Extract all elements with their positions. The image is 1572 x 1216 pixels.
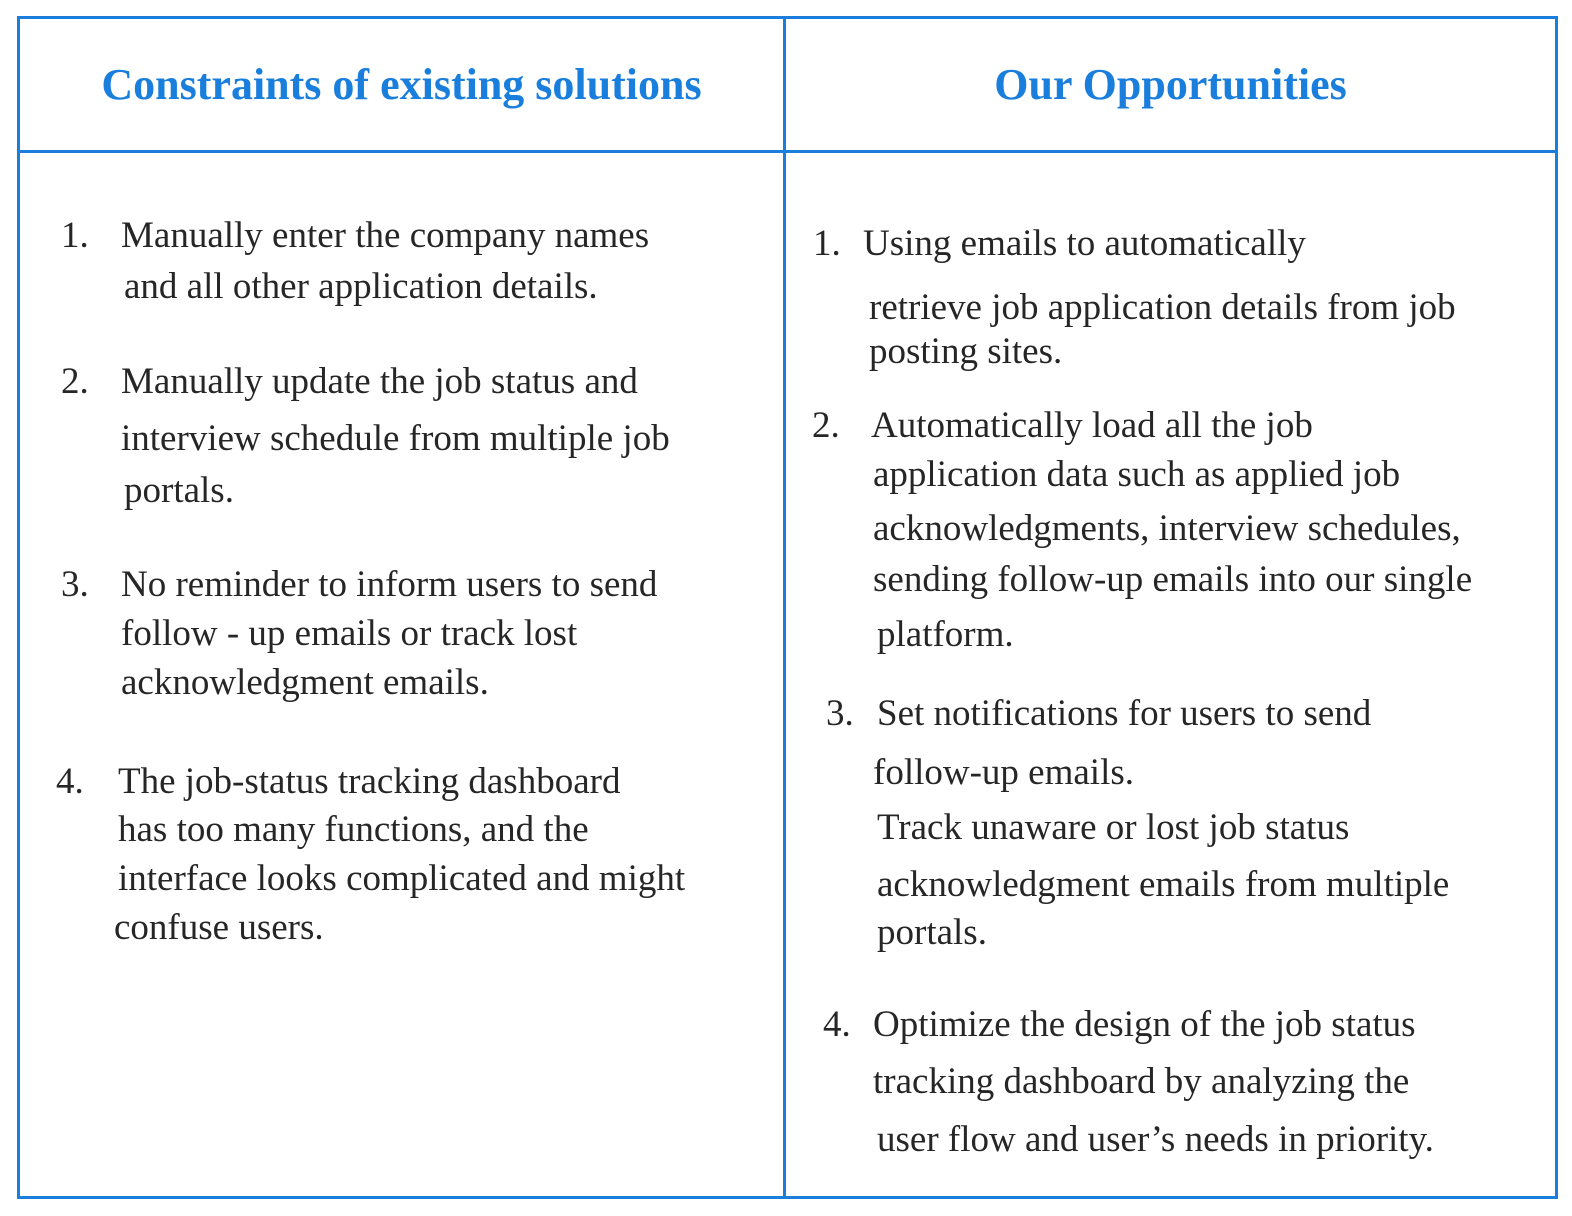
opportunity-line: posting sites. <box>869 331 1063 372</box>
opportunity-line: Track unaware or lost job status <box>877 807 1350 848</box>
constraint-line: Manually enter the company names <box>121 215 650 256</box>
constraint-number: 1. <box>61 215 89 256</box>
opportunity-line: retrieve job application details from job <box>869 287 1456 328</box>
constraint-number: 4. <box>56 761 84 802</box>
opportunity-line: acknowledgments, interview schedules, <box>873 508 1461 549</box>
opportunity-line: application data such as applied job <box>873 454 1401 495</box>
opportunities-header: Our Opportunities <box>994 60 1347 109</box>
opportunity-line: user flow and user’s needs in priority. <box>877 1119 1434 1160</box>
comparison-table <box>17 16 1558 1199</box>
constraint-line: interface looks complicated and might <box>118 858 686 899</box>
constraint-line: No reminder to inform users to send <box>121 564 658 605</box>
constraint-number: 3. <box>61 564 89 605</box>
opportunity-line: acknowledgment emails from multiple <box>877 864 1450 905</box>
column-divider <box>783 19 786 1196</box>
constraints-header: Constraints of existing solutions <box>101 60 702 109</box>
constraint-line: acknowledgment emails. <box>121 662 489 703</box>
constraint-line: and all other application details. <box>124 266 598 307</box>
constraint-line: confuse users. <box>114 907 324 948</box>
opportunity-line: platform. <box>877 614 1014 655</box>
opportunity-line: follow-up emails. <box>873 752 1135 793</box>
opportunity-line: Optimize the design of the job status <box>873 1004 1416 1045</box>
opportunity-line: tracking dashboard by analyzing the <box>873 1061 1410 1102</box>
opportunity-line: Using emails to automatically <box>863 223 1306 264</box>
opportunity-line: portals. <box>877 912 987 953</box>
header-divider <box>20 150 1555 153</box>
constraint-line: interview schedule from multiple job <box>121 418 670 459</box>
constraint-line: portals. <box>124 470 234 511</box>
opportunity-number: 1. <box>813 223 841 264</box>
opportunity-number: 4. <box>823 1004 851 1045</box>
opportunity-line: sending follow-up emails into our single <box>873 559 1473 600</box>
opportunity-number: 3. <box>826 693 854 734</box>
constraint-line: follow - up emails or track lost <box>121 613 578 654</box>
constraint-line: The job-status tracking dashboard <box>118 761 621 802</box>
constraint-number: 2. <box>61 361 89 402</box>
constraint-line: has too many functions, and the <box>118 809 589 850</box>
opportunity-line: Set notifications for users to send <box>877 693 1372 734</box>
opportunity-number: 2. <box>812 405 840 446</box>
constraint-line: Manually update the job status and <box>121 361 638 402</box>
opportunity-line: Automatically load all the job <box>871 405 1313 446</box>
